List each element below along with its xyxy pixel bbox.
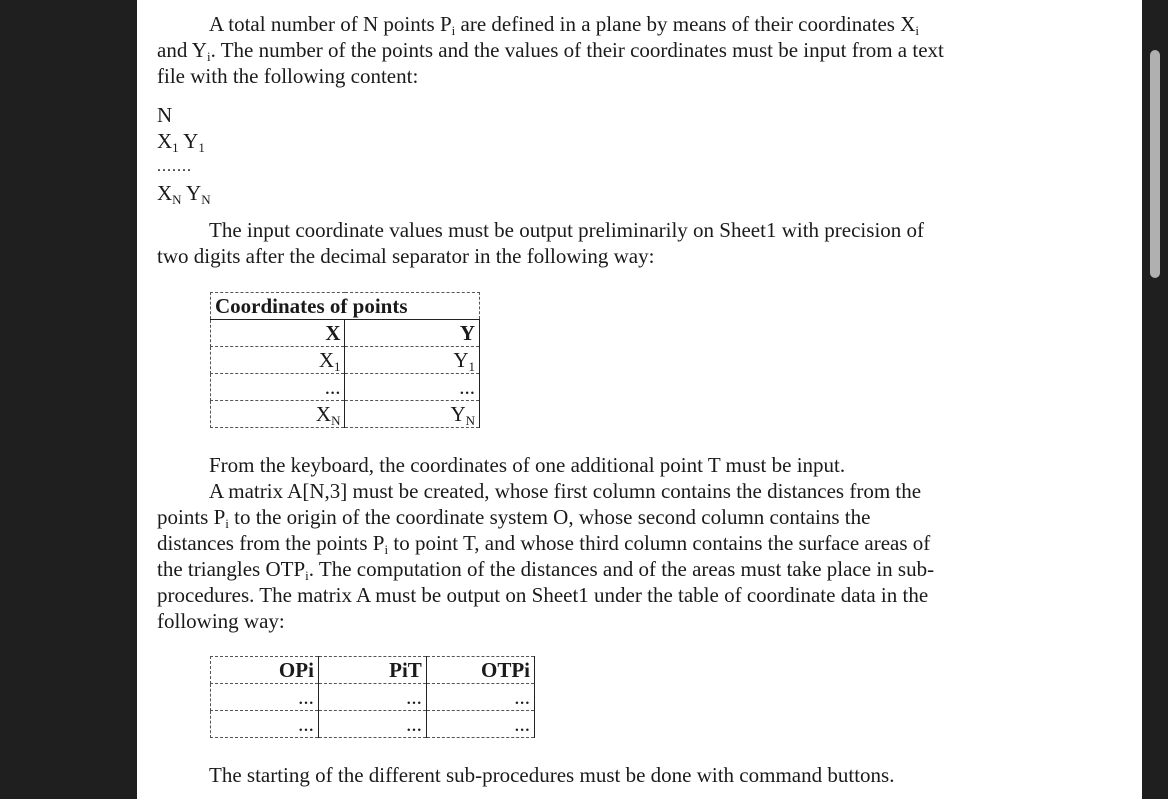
cell-yn: $Y_N$ (345, 401, 480, 428)
col-header-opi: OPi (211, 657, 319, 684)
file-format-first-point: $X_1$ $Y_1$ (157, 129, 205, 155)
table-row (211, 711, 535, 738)
cell-y-dots: ... (345, 374, 480, 401)
cell-x-dots: ... (211, 374, 345, 401)
matrix-cell: ... (211, 711, 319, 738)
matrix-cell: ... (211, 684, 319, 711)
paragraph-4-line-2: points $P_i$ to the origin of the coordinate system O, whose second column contains the (157, 505, 871, 531)
table-row (211, 347, 480, 374)
scrollbar-track[interactable] (1142, 0, 1168, 799)
coordinates-table-title: Coordinates of points (211, 293, 480, 320)
file-format-dots: ....... (157, 158, 192, 175)
col-header-pit: PiT (318, 657, 426, 684)
paragraph-4-line-1: A matrix A[N,3] must be created, whose first column contains the distances from the (209, 479, 922, 503)
matrix-cell: ... (426, 684, 534, 711)
paragraph-4-line-3: distances from the points $P_i$ to point T, and whose third column contains the surface areas of (157, 531, 931, 557)
col-header-y: Y (345, 320, 480, 347)
matrix-table (210, 656, 535, 738)
cell-y1: $Y_1$ (345, 347, 480, 374)
matrix-cell: ... (318, 711, 426, 738)
coordinates-table (210, 292, 480, 428)
paragraph-1-line-1: A total number of N points $P_i$ are defined in a plane by means of their coordinates $X_i$ (209, 12, 919, 38)
left-dark-margin (0, 0, 137, 799)
paragraph-2-line-2: two digits after the decimal separator in the following way: (157, 244, 655, 268)
table-row (211, 657, 535, 684)
scrollbar-thumb[interactable] (1150, 50, 1160, 278)
file-format-n: N (157, 103, 173, 127)
paragraph-4-line-6: following way: (157, 609, 285, 633)
paragraph-2-line-1: The input coordinate values must be output preliminarily on Sheet1 with precision of (209, 218, 925, 242)
col-header-otpi: OTPi (426, 657, 534, 684)
document-page (137, 0, 1142, 799)
col-header-x: X (211, 320, 345, 347)
paragraph-5: The starting of the different sub-procedures must be done with command buttons. (209, 763, 895, 787)
paragraph-4-line-5: procedures. The matrix A must be output on Sheet1 under the table of coordinate data in the (157, 583, 929, 607)
file-format-last-point: $X_N$ $Y_N$ (157, 181, 211, 207)
paragraph-4-line-4: the triangles $OTP_i$. The computation of the distances and of the areas must take place in sub- (157, 557, 935, 583)
paragraph-1-line-3: file with the following content: (157, 64, 419, 88)
table-row (211, 684, 535, 711)
paragraph-1-line-2: and $Y_i$. The number of the points and the values of their coordinates must be input from a text (157, 38, 944, 64)
cell-x1: $X_1$ (211, 347, 345, 374)
table-row (211, 374, 480, 401)
table-row (211, 320, 480, 347)
matrix-cell: ... (318, 684, 426, 711)
table-row (211, 401, 480, 428)
matrix-cell: ... (426, 711, 534, 738)
paragraph-3: From the keyboard, the coordinates of one additional point T must be input. (209, 453, 846, 477)
cell-xn: $X_N$ (211, 401, 345, 428)
